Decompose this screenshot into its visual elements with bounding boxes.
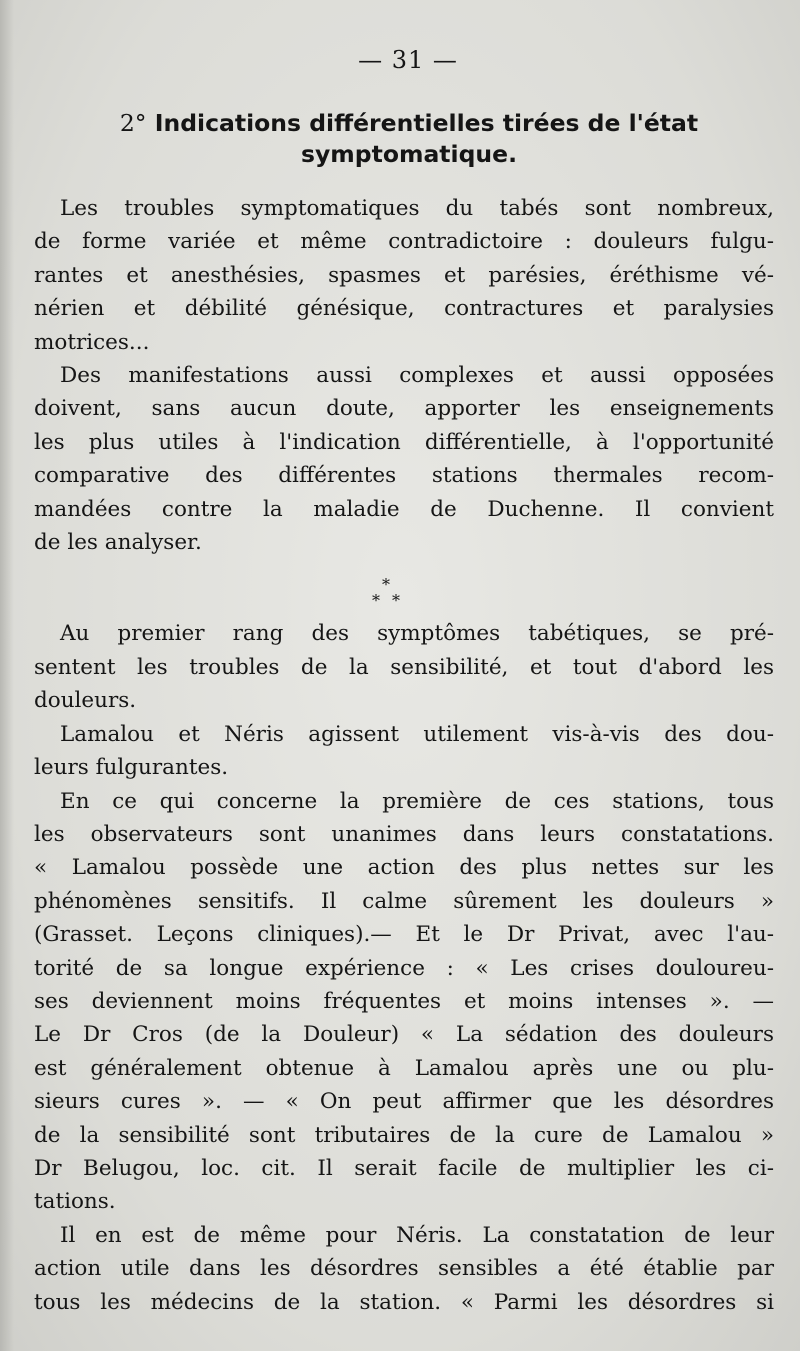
asterisk: *: [392, 591, 400, 611]
text-line: de les analyser.: [34, 530, 202, 556]
text-line: Il en est de même pour Néris. La constatation de leur: [60, 1222, 774, 1248]
paragraph-4: [34, 718, 774, 785]
text-line: « Lamalou possède une action des plus nettes sur les: [34, 855, 774, 881]
text-line: mandées contre la maladie de Duchenne. Il convient: [34, 496, 774, 522]
page-edge-shadow: [0, 0, 14, 1351]
paragraph-1: [34, 192, 774, 359]
text-line: Des manifestations aussi complexes et aussi opposées: [60, 363, 774, 389]
text-line: les plus utiles à l'indication différentielle, à l'opportunité: [34, 429, 774, 455]
asterisk: *: [372, 591, 380, 611]
paragraph-6: [34, 1219, 774, 1319]
text-line: les observateurs sont unanimes dans leurs constatations.: [34, 821, 774, 847]
text-line: comparative des différentes stations thermales recom-: [34, 463, 774, 489]
paragraph-2: [34, 359, 774, 559]
text-line: est généralement obtenue à Lamalou après une ou plu-: [34, 1055, 774, 1081]
asterisk: *: [382, 575, 390, 595]
asterism-separator: [34, 559, 774, 617]
text-line: Les troubles symptomatiques du tabés sont nombreux,: [60, 196, 774, 221]
text-line: de forme variée et même contradictoire : douleurs fulgu-: [34, 229, 774, 255]
text-line: rantes et anesthésies, spasmes et parésies, éréthisme vé-: [34, 262, 774, 288]
text-line: Au premier rang des symptômes tabétiques, se pré-: [60, 621, 774, 647]
text-line: douleurs.: [34, 688, 137, 714]
text-line: leurs fulgurantes.: [34, 755, 229, 781]
text-line: (Grasset. Leçons cliniques).— Et le Dr Privat, avec l'au-: [34, 922, 774, 948]
text-line: Lamalou et Néris agissent utilement vis-à-vis des dou-: [60, 721, 774, 747]
text-line: motrices...: [34, 329, 150, 355]
text-line: Dr Belugou, loc. cit. Il serait facile de multiplier les ci-: [34, 1155, 774, 1181]
section-heading-line-2: symptomatique.: [300, 140, 518, 168]
text-line: phénomènes sensitifs. Il calme sûrement les douleurs »: [34, 888, 774, 914]
text-line: ses deviennent moins fréquentes et moins intenses ». —: [34, 988, 774, 1014]
text-line: tous les médecins de la station. « Parmi les désordres si: [34, 1289, 774, 1315]
text-line: torité de sa longue expérience : « Les crises douloureu-: [34, 955, 774, 981]
text-line: doivent, sans aucun doute, apporter les enseignements: [34, 396, 774, 422]
section-number: 2°: [119, 109, 147, 137]
text-line: En ce qui concerne la première de ces stations, tous: [60, 788, 774, 814]
section-heading: [34, 108, 774, 170]
text-line: sieurs cures ». — « On peut affirmer que les désordres: [34, 1089, 774, 1115]
text-line: de la sensibilité sont tributaires de la cure de Lamalou »: [34, 1122, 774, 1148]
text-line: nérien et débilité génésique, contractures et paralysies: [34, 296, 774, 322]
text-line: Le Dr Cros (de la Douleur) « La sédation des douleurs: [34, 1022, 774, 1048]
section-heading-line-1: Indications différentielles tirées de l'état: [154, 109, 699, 137]
text-line: action utile dans les désordres sensibles a été établie par: [34, 1256, 774, 1282]
page-number: — 31 —: [358, 46, 458, 74]
paragraph-3: [34, 617, 774, 717]
text-line: tations.: [34, 1189, 116, 1215]
paragraph-5: [34, 785, 774, 1219]
text-line: sentent les troubles de la sensibilité, et tout d'abord les: [34, 654, 774, 680]
